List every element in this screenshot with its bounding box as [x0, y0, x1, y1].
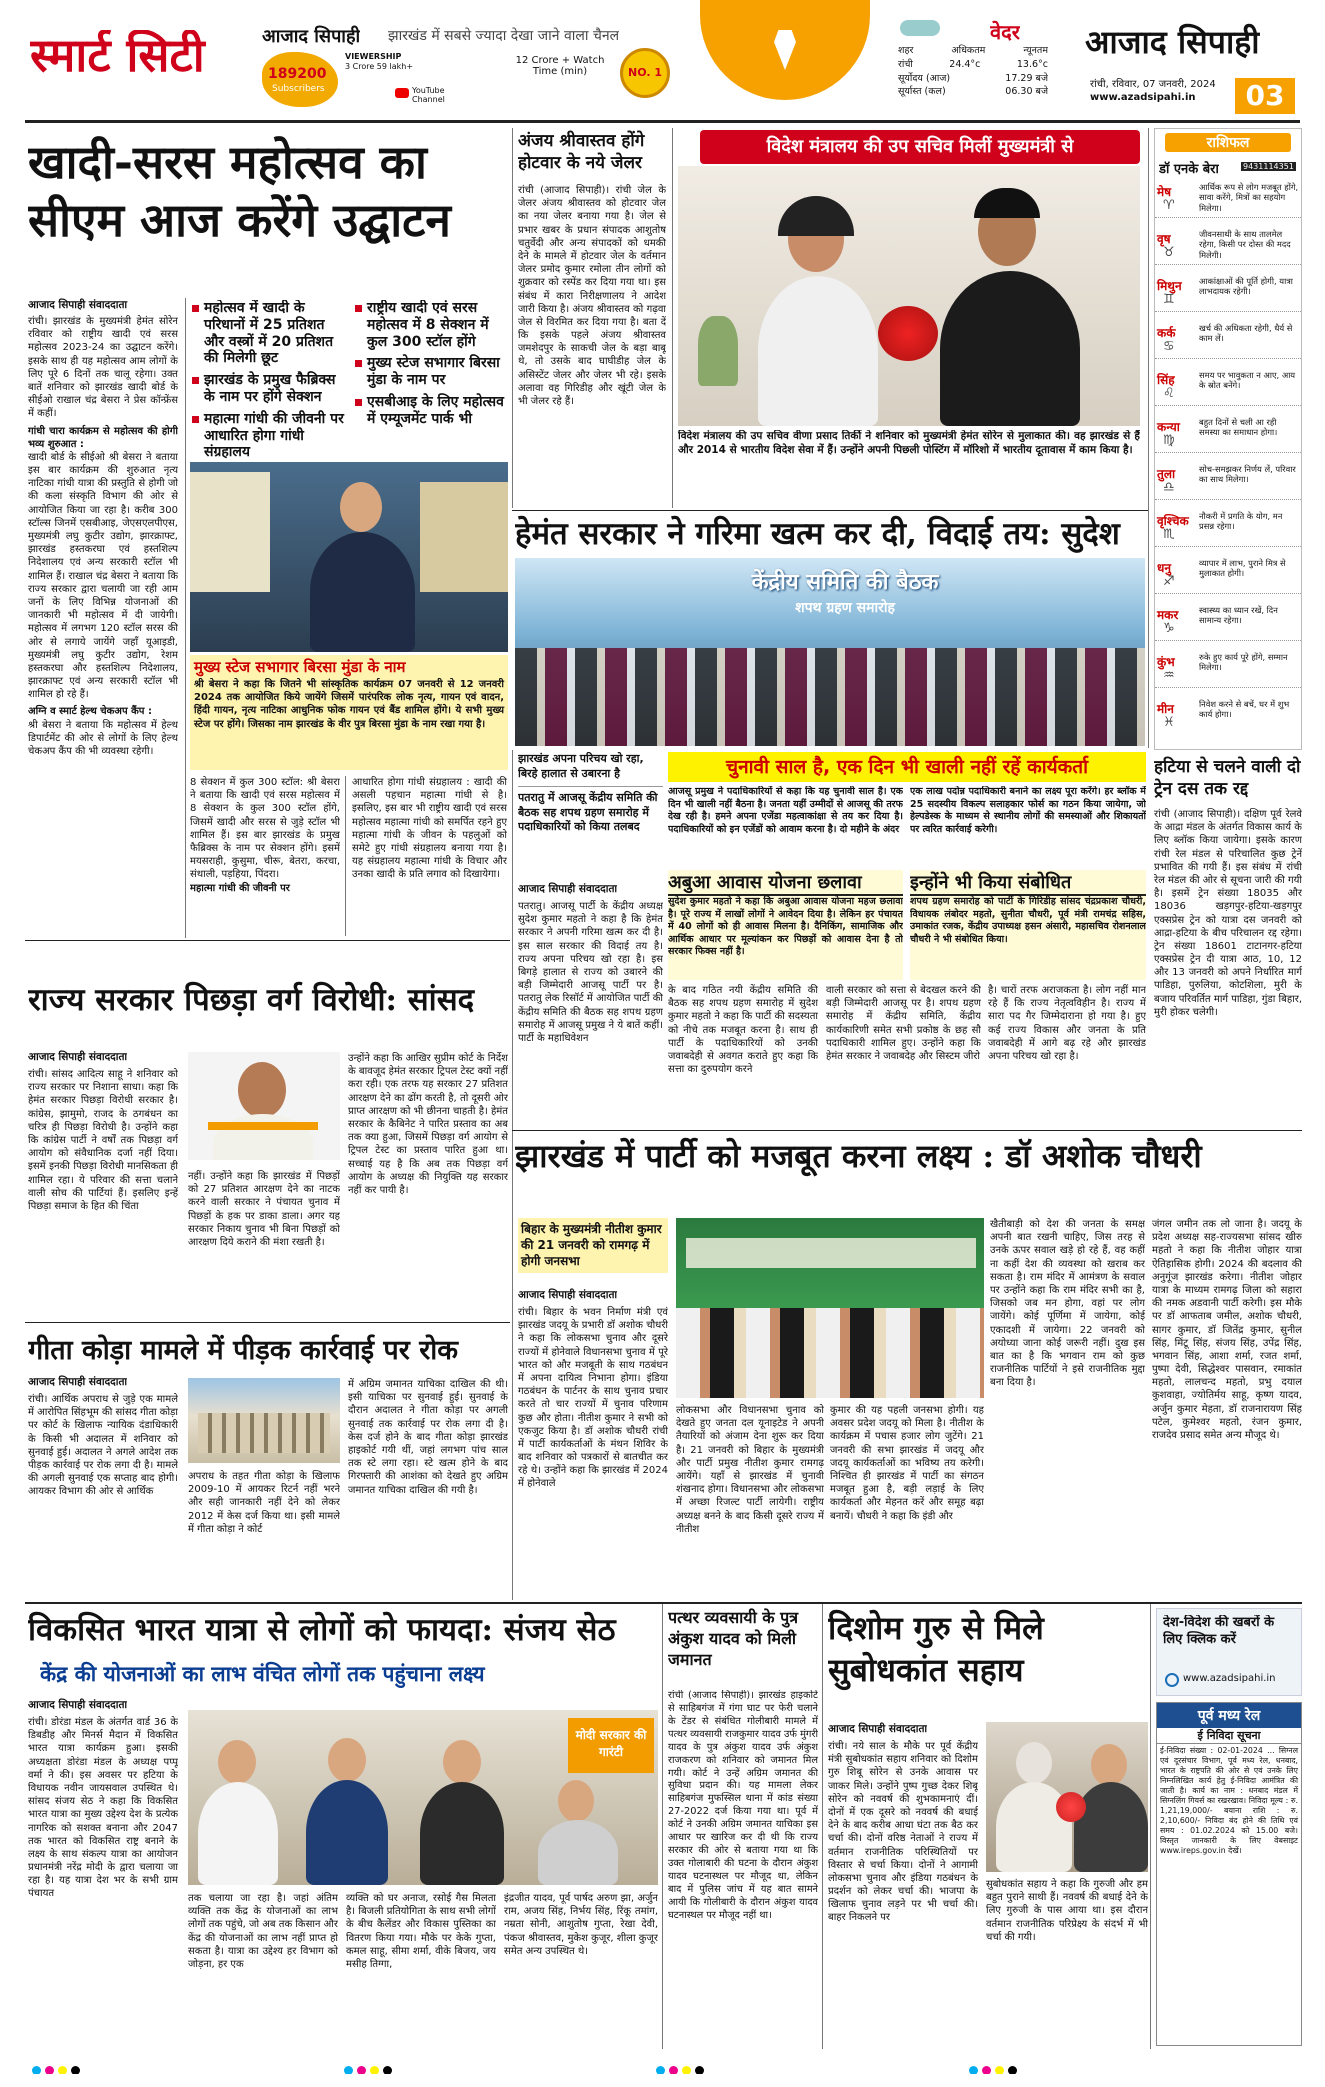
dishom-photo [986, 1722, 1148, 1872]
viksit-col3: व्यक्ति को घर अनाज, रसोई गैस मिलता है। बिजली प्रतियोगिता के साथ सभी लोगों के बीच कैलेंडर और विकास पुस्तिका का वितरण किया गया। मौके पर केके गुप्ता, कमल साहू, सीमा शर्मा, वीके बिजय, जय मसीह तिग्गा, [346, 1893, 496, 1970]
rashifal-box [1154, 128, 1302, 750]
channel-tagline: झारखंड में सबसे ज्यादा देखा जाने वाला चैनल [388, 28, 620, 44]
ad-url: www.azadsipahi.in [1183, 1673, 1276, 1684]
ashok-headline: झारखंड में पार्टी को मजबूत करना लक्ष्य : डॉ अशोक चौधरी [515, 1137, 1202, 1175]
chunav-body-left: आजसू प्रमुख ने पदाधिकारियों से कहा कि यह चुनावी साल है। एक दिन भी खाली नहीं बैठना है। जनता यहीं उम्मीदों से आजसू की तरफ देख रही है। हमने अपना एजेंडा महत्वाकांक्षा से तय कर दिया है। पदाधिकारियों को इन एजेंडों को आवाम करना है। दो महीने के अंदर [668, 786, 903, 835]
dishom-byline: आजाद सिपाही संवाददाता [828, 1723, 928, 1735]
sagittarius-icon: ♐ [1163, 574, 1175, 589]
ashok-col6: जंगल जमीन तक लो जाना है। जदयू के प्रदेश अध्यक्ष सह-राज्यसभा सांसद खीरु महतो ने कहा कि नीतीश जोहार यात्रा ऐतिहासिक होगी। 2024 की बदलाव की अनुगूंज झारखंड करेगा। नीतीश जोहार यात्रा के माध्यम रामगढ़ जिला को सहारा की नमक अडवानी पार्टी करेगी। इस मौके पर डॉ आफताब जमील, अशोक चौधरी, सागर कुमार, डॉ जितेंद्र कुमार, सुनील सिंह, मिंटू सिंह, संजय सिंह, उपेंद्र सिंह, भगवान सिंह, आशा शर्मा, रजत शर्मा, पुष्पा देवी, सिद्धेश्वर पासवान, रमाकांत महतो, लालचन्द महतो, प्रभु दयाल कुशवाहा, ज्योतिर्मय साहू, कृष्ण यादव, अर्जुन कुमार मेहता, डॉ राजनारायण सिंह पटेल, कुमेश्वर महतो, रंजन कुमार, राजदेव प्रसाद समेत अन्य मौजूद थे। [1152, 1219, 1302, 1441]
youtube-label: YouTube Channel [412, 86, 445, 104]
masthead [0, 0, 1325, 120]
viewership-count: 3 Crore 59 lakh+ [345, 62, 414, 71]
registration-marks [30, 2060, 1295, 2074]
subscriber-label: Subscribers [272, 84, 325, 94]
scorpio-icon: ♏ [1163, 527, 1175, 542]
modi-sarkar-sign: मोदी सरकार की गारंटी [568, 1718, 654, 1773]
geeta-col3: में अग्रिम जमानत याचिका दाखिल की थी। इसी याचिका पर सुनवाई हुई। सुनवाई के दौरान अदालत ने गीता कोड़ा पर अगली सुनवाई तक कार्रवाई पर रोक लगा दी है। केस दर्ज होने के बाद गीता कोड़ा झारखंड हाइकोर्ट गयी थीं, जहां लगभग पांच साल तक स्टे लगा रहा। स्टे खत्म होने के बाद गिरफ्तारी की आशंका को देखते हुए अग्रिम जमानत याचिका दाखिल की गयी है। [348, 1379, 508, 1496]
watch-time: 12 Crore + Watch Time (min) [515, 55, 605, 77]
saansad-byline: आजाद सिपाही संवाददाता [28, 1051, 128, 1063]
ashok-col3: कुमार की यह पहली जनसभा होगी। यह अवसर प्रदेश जदयू को मिला है। नीतीश के कार्यक्रम में पचास हजार लोग जुटेंगे। 21 जनवरी की सभा झारखंड में जदयू और जदयू कार्यकर्ताओं का भविष्य तय करेगी। निश्चित ही झारखंड में पार्टी का संगठन मजबूत हुआ है, बड़ी लड़ाई के लिए कार्यकर्ता और मेहनत करें और समूह बढ़ा बनायें। चौधरी ने कहा कि इंडी और [830, 1405, 984, 1522]
dishom-col1: रांची। नये साल के मौके पर पूर्व केंद्रीय मंत्री सुबोधकांत सहाय शनिवार को दिशोम गुरु शिबू सोरेन से उनके आवास पर जाकर मिले। उन्होंने पुष्प गुच्छ देकर शिबू सोरेन को नववर्ष की शुभकामनाएं दीं। दोनों में एक दूसरे को नववर्ष की बधाई देने के बाद करीब आधा घंटा तक बैठ कर चर्चा की। दोनों वरिष्ठ नेताओं ने राज्य में वर्तमान राजनीतिक परिस्थितियों पर विस्तार से चर्चा किया। दोनों ने आगामी लोकसभा चुनाव और इंडिया गठबंधन के प्रदर्शन को लेकर चर्चा की। भाजपा के खिलाफ चुनाव लड़ने पर भी चर्चा की। बाहर निकलने पर [828, 1741, 978, 1924]
ad-text: देश-विदेश की खबरों के लिए क्लिक करें [1163, 1615, 1275, 1647]
page-number: 03 [1235, 78, 1295, 114]
videsh-banner: विदेश मंत्रालय की उप सचिव मिलीं मुख्यमंत्री से [700, 130, 1140, 164]
zodiac-row: सिंह ♌ समय पर भावुकता न आए, आय के स्रोत बनेंगे। [1155, 369, 1301, 406]
capricorn-icon: ♑ [1163, 621, 1175, 636]
hemant-byline: आजाद सिपाही संवाददाता [518, 883, 618, 895]
jail-body: रांची (आजाद सिपाही)। रांची जेल के जेलर अंजय श्रीवास्तव को होटवार जेल का नया जेलर बनाया गया है। जेल से प्रभार खबर के प्रधान संपादक आशुतोष चतुर्वेदी और अन्य संपादकों को धमकी देने के मामले में होटवार जेल के वर्तमान जेलर प्रमोद कुमार रमोला तीन लोगों को शुक्रवार को रस्पेंड कर दिया गया था। इस संबंध में कारा निरीक्षणालय ने आदेश जारी किया है। अंजय श्रीवास्तव को गढ़वा जेल से विरमित कर दिया गया है। बता दें कि इसके पहले अंजय श्रीवास्तव जमशेदपुर के साकची जेल के बड़ा बाबू थे, तो उसके बाद घाघीडीह जेल के असिस्टेंट जेलर और जेलर भी रहे। इसके अलावा वह गिरिडीह और खूंटी जेल के भी जेलर रहे हैं। [518, 185, 666, 407]
khadi-caption: श्री बेसरा ने कहा कि जितने भी सांस्कृतिक कार्यक्रम 07 जनवरी से 12 जनवरी 2024 तक आयोजित किये जायेंगे जिसमें पारंपरिक लोक नृत्य, गायन एवं वादन, हिंदी गायन, नृत्य नाटिका आधुनिक फोक गायन एवं बैंड शामिल होंगे। ये सभी मुख्य स्टेज पर होंगे। जिसका नाम झारखंड के वीर पुत्र बिरसा मुंडा के नाम रखा गया है। [190, 678, 508, 770]
weather-table: शहर अधिकतम न्यूनतम रांची 24.4°c 13.6°c सूर्योदय (आज) 17.29 बजे सूर्यास्त (कल) 06.30 बजे [898, 45, 1048, 98]
khadi-bullets-right [355, 300, 507, 433]
geeta-headline: गीता कोड़ा मामले में पीड़क कार्रवाई पर रोक [28, 1335, 458, 1366]
hemant-photo [515, 558, 1145, 746]
weather-title: वेदर [990, 20, 1020, 44]
khadi-caption-head: मुख्य स्टेज सभागार बिरसा मुंडा के नाम [190, 655, 508, 679]
zodiac-row: मीन ♓ निवेश करने से बचें, घर में शुभ कार्य होगा। [1157, 699, 1290, 730]
viksit-byline: आजाद सिपाही संवाददाता [28, 1699, 128, 1711]
zodiac-row: धनु ♐ व्यापार में लाभ, पुराने मित्र से मुलाकात होगी। [1155, 557, 1301, 594]
bullet-item: झारखंड के प्रमुख फैब्रिक्स के नाम पर होंगे सेक्शन [192, 372, 347, 406]
pen-nib-logo [700, 0, 870, 100]
viksit-subhead: केंद्र की योजनाओं का लाभ वंचित लोगों तक पहुंचाना लक्ष्य [40, 1662, 485, 1686]
website-ad[interactable] [1156, 1608, 1302, 1696]
astrologer-phone: 9431114351 [1243, 162, 1294, 171]
masthead-rule [25, 120, 1300, 123]
ashok-col5: खैतीबाड़ी को देश की जनता के समक्ष अपनी बात रखनी चाहिए, जिस तरह से उनके ऊपर सवाल खड़े हो रहे हैं, वह कहीं ना कहीं देश की व्यवस्था को खराब कर सकता है। राम मंदिर में आमंत्रण के सवाल पर उन्होंने कहा कि राम मंदिर सभी का है, जिसको जब मन होगा, वहां पर लोग जायेंगे। कोई पूर्णिमा में जायेगा, कोई एकादशी में जायेगा। 22 जनवरी को अयोध्या जाना कोई जरूरी नहीं। दुख इस बात का है कि भगवान राम को कुछ राजनीतिक पार्टियों ने इसे राजनीतिक मुद्दा बना दिया है। [990, 1219, 1145, 1389]
taurus-icon: ♉ [1163, 245, 1175, 260]
bullet-item: महोत्सव में खादी के परिधानों में 25 प्रतिशत और वस्त्रों में 20 प्रतिशत की मिलेगी छूट [192, 300, 347, 367]
zodiac-row: वृष ♉ जीवनसाथी के साथ तालमेल रहेगा, किसी पर दोस्त की मदद मिलेगी। [1155, 228, 1301, 265]
ashok-col1: रांची। बिहार के भवन निर्माण मंत्री एवं झारखंड जदयू के प्रभारी डॉ अशोक चौधरी ने कहा कि लोकसभा चुनाव और दूसरे राज्यों में होनेवाले विधानसभा चुनाव में पूरे भारत को और मजबूती के साथ गठबंधन में अपना दायित्व निभाना होगा। इंडिया गठबंधन के पार्टनर के साथ चुनाव प्रचार करते तो चार राज्यों में चुनाव परिणाम कुछ और होता। नीतीश कुमार ने सभी को एकजुट किया है। डॉ अशोक चौधरी रांची में पार्टी कार्यकर्ताओं के मंथन शिविर के बाद शनिवार को पत्रकारों से बातचीत कर रहे थे। उन्होंने कहा कि झारखंड में 2024 में होनेवाले [518, 1307, 668, 1490]
hemant-sidebox: झारखंड अपना परिचय खो रहा, बिरहे हालात से उबारना है पतरातु में आजसू केंद्रीय समिति की बैठक सह शपथ ग्रहण समारोह में पदाधिकारियों को किया तलबद [518, 752, 663, 870]
newspaper-brand: आजाद सिपाही [1085, 23, 1260, 61]
saansad-col1: रांची। सांसद आदित्य साहू ने शनिवार को राज्य सरकार पर निशाना साधा। कहा कि हेमंत सरकार पिछड़ा विरोधी सरकार है। कांग्रेस, झामुमो, राजद के ठगबंधन का चरित्र ही पिछड़ा विरोधी है। उन्होंने कहा कि कांग्रेस पार्टी ने वर्षों तक पिछड़ा वर्ग आयोग को संवैधानिक दर्जा नहीं दिया। इसमें इनकी पिछड़ा विरोधी मानसिकता ही शामिल रहा। ये परिवार की सत्ता चलाने वाली सोच की पार्टियां हैं। इसलिए इन्हें पिछड़ा समाज के हित की चिंता [28, 1069, 178, 1212]
geeta-col1: रांची। आर्थिक अपराध से जुड़े एक मामले में आरोपित सिंहभूम की सांसद गीता कोड़ा पर कोर्ट के खिलाफ न्यायिक दंडाधिकारी के किसी भी अदालत में शनिवार को सुनवाई हुई। अदालत ने अगले आदेश तक पीड़क कार्रवाई पर रोक लगा दी है। मामले की अगली सुनवाई एक सप्ताह बाद होगी। आयकर विभाग की ओर से आर्थिक [28, 1394, 178, 1498]
zodiac-row: मकर ♑ स्वास्थ्य का ध्यान रखें, दिन सामान्य रहेगा। [1155, 604, 1301, 641]
rail-title: पूर्व मध्य रेल [1157, 1703, 1301, 1728]
geeta-col2: अपराध के तहत गीता कोड़ा के खिलाफ 2009-10 में आयकर रिटर्न नहीं भरने और सही जानकारी नहीं देने को लेकर 2012 में केस दर्ज किया था। इसी मामले में गीता कोड़ा ने कोर्ट [188, 1471, 340, 1535]
zodiac-row: वृश्चिक ♏ नौकरी में प्रगति के योग, मन प्रसन्न रहेगा। [1155, 510, 1301, 547]
brand-small: आजाद सिपाही [262, 26, 361, 47]
viksit-photo [188, 1710, 658, 1885]
abua-box: अबुआ आवास योजना छलावा सुदेश कुमार महतो ने कहा कि अबुआ आवास योजना महज छलावा है। पूरे राज्य में लाखों लोगों ने आवेदन दिया है। लेकिन हर पंचायत में 40 लोगों को ही आवास मिलना है। दैनिकिंग, सामाजिक और आर्थिक आधार पर मूल्यांकन कर पिछड़ों को आवास देना है तो सरकार फिक्स नहीं है। [668, 870, 903, 980]
youtube-icon [395, 88, 409, 98]
khadi-bullets-left [192, 300, 347, 466]
rail-body: ई-निविदा संख्या : 02-01-2024 ... सिग्नल एवं दूरसंचार विभाग, पूर्व मध्य रेल, धनबाद, भारत के राष्ट्रपति की ओर से एवं उनके लिए निम्नलिखित कार्य हेतु ई-निविदा आमंत्रित की जाती है। कार्य का नाम : धनबाद मंडल में सिग्नलिंग गियर्स का रखरखाव। निविदा मूल्य : रु. 1,21,19,000/- बयाना राशि : रु. 2,10,600/- निविदा बंद होने की तिथि एवं समय : 01.02.2024 को 15.00 बजे। विस्तृत जानकारी के लिए वेबसाइट www.ireps.gov.in देखें। [1160, 1746, 1298, 1855]
khadi-col1: आजाद सिपाही संवाददाता रांची। झारखंड के मुख्यमंत्री हेमंत सोरेन रविवार को राष्ट्रीय खादी एवं सरस महोत्सव 2023-24 का उद्घाटन करेंगे। इसके साथ ही यह महोत्सव आम लोगों के लिए पूरे 6 दिनों तक चालू रहेगा। उक्त बातें शनिवार को झारखंड खादी बोर्ड के सीईओ राखाल चंद्र बेसरा ने प्रेस कॉन्फ्रेंस में कहीं। गांधी चारा कार्यक्रम से महोत्सव की होगी भव्य शुरुआत : खादी बोर्ड के सीईओ श्री बेसरा ने बताया इस बार कार्यक्रम की शुरुआत नृत्य नाटिका गांधी यात्रा की प्रस्तुति से होगी जो की कला संस्कृति विभाग की ओर से आयोजित किया जा रहा है। करीब 300 स्टॉल्स जिनमें एसबीआइ, जेएसएलपीएस, मुख्यमंत्री लघु कुटीर उद्योग, झारक्राफ्ट, झारखंड हस्तकरघा एवं हस्तशिल्प निदेशालय एवं अन्य सरकारी स्टॉल भी शामिल हैं। राखाल चंद्र बेसरा ने बताया कि राज्य सरकार द्वारा चलायी जा रही आम जनों के लिए विभिन्न योजनाओं की जानकारी भी महोत्सव में दी जायेगी। महोत्सव में लगभग 120 स्टॉल सरस की ओर से लगाये जायेंगे जहाँ यूआइडी, मुख्यमंत्री लघु कुटीर उद्योग, रेशम हस्तकरघा और हस्तशिल्प निदेशालय, झारक्राफ्ट एवं अन्य सरकारी स्टॉल भी शामिल हो रहे हैं। अग्नि व स्मार्ट हेल्थ चेकअप कैंप : श्री बेसरा ने बताया कि महोत्सव में हेल्थ डिपार्टमेंट की ओर से लोगों के लिए हेल्थ चेकअप कैंप की भी व्यवस्था रहेगी। [28, 299, 178, 757]
aquarius-icon: ♒ [1163, 668, 1175, 683]
pisces-icon: ♓ [1163, 715, 1175, 730]
globe-icon [1165, 1673, 1179, 1687]
bullet-item: मुख्य स्टेज सभागार बिरसा मुंडा के नाम पर [355, 355, 507, 389]
photo-banner: केंद्रीय समिति की बैठक [751, 570, 939, 595]
khadi-headline: खादी-सरस महोत्सव का सीएम आज करेंगे उद्घाटन [28, 135, 451, 247]
khadi-col3: आधारित होगा गांधी संग्रहालय : खादी की असली पहचान महात्मा गांधी से है। इसलिए, इस बार भी राष्ट्रीय खादी एवं सरस महोत्सव महात्मा गांधी को समर्पित रहने हुए महात्मा गांधी के जीवन के पहलुओं को समेटे हुए गांधी संग्रहालय बनाया गया है। यह संग्रहालय महात्मा गांधी के विचार और उनका खादी के प्रति लगाव को दिखायेगा। [352, 777, 507, 881]
section-title: स्मार्ट सिटी [30, 30, 205, 81]
saansad-col2: नहीं। उन्होंने कहा कि झारखंड में पिछड़ों को 27 प्रतिशत आरक्षण देने का नाटक करने वाली सरकार ने पंचायत चुनाव में पिछड़ों के हक पर डाका डाला। अगर यह सरकार निकाय चुनाव भी बिना पिछड़ों को आरक्षण दिये कराने की मंशा रखती है। [188, 1171, 340, 1248]
jail-headline: अंजय श्रीवास्तव होंगे होटवार के नये जेलर [518, 131, 645, 174]
subscriber-count: 189200 [268, 66, 327, 82]
photo-banner-sub: शपथ ग्रहण समारोह [795, 600, 895, 616]
pathar-headline: पत्थर व्यवसायी के पुत्र अंकुश यादव को मिली जमानत [668, 1608, 799, 1669]
cancer-icon: ♋ [1163, 339, 1175, 354]
hemant-col3: वाली सरकार को सत्ता से बेदखल करने की बड़ी जिम्मेदारी आजसू पर है। शपथ ग्रहण समारोह में केंद्रीय समिति, केंद्रीय कार्यकारिणी समेत सभी प्रकोष्ठ के छह सौ पदाधिकारी शामिल हुए। उन्होंने कहा कि हेमंत सरकार ने जवाबदेह और सिस्टम जीरो [826, 985, 981, 1062]
chunav-body-right: एक लाख पदोन्न पदाधिकारी बनाने का लक्ष्य पूरा करेंगे। हर ब्लॉक में 25 सदस्यीय विकल्प सलाहकार फोर्स का गठन किया जायेगा, जो हेल्पडेस्क के माध्यम से स्थानीय लोगों की समस्याओं और शिकायतों पर त्वरित कार्रवाई करेगी। [910, 786, 1146, 835]
jharkhand-map-icon [262, 52, 338, 107]
court-photo [188, 1378, 340, 1463]
hatia-body: रांची (आजाद सिपाही)। दक्षिण पूर्व रेलवे के आद्रा मंडल के अंतर्गत विकास कार्य के लिए ब्लॉक किया जायेगा। इसके कारण रांची रेल मंडल से परिचालित कुछ ट्रेनें प्रभावित की गयी हैं। इस संबंध में रांची रेल मंडल की ओर से सूचना जारी की गयी है। इसमें ट्रेन संख्या 18035 और 18036 खड़गपुर-हटिया-खड़गपुर एक्सप्रेस ट्रेन को यात्रा दस जनवरी को आद्रा-हटिया के बीच परिचालन रद्द रहेगा। ट्रेन संख्या 18601 टाटानगर-हटिया एक्सप्रेस ट्रेन दी यात्रा आठ, 10, 12 और 13 जनवरी को अपने निर्धारित मार्ग पाडिहा, पुरुलिया, कोटशिला, मुरी के बजाय परिवर्तित मार्ग पाडिहा, गुंडा बिहार, मुरी होकर चलेगी। [1154, 809, 1302, 1018]
website: www.azadsipahi.in [1090, 92, 1196, 103]
saansad-headline: राज्य सरकार पिछड़ा वर्ग विरोधी: सांसद [28, 982, 475, 1018]
viksit-col2: तक चलाया जा रहा है। जहां अंतिम व्यक्ति तक केंद्र के योजनाओं का लाभ लोगों तक पहुंचे, जो अब तक किसान और केंद्र की योजनाओं का लाभ नहीं प्राप्त हो सकता है। यात्रा का उद्देश्य हर विभाग को जोड़ना, हर एक [188, 1893, 338, 1970]
khadi-col2: 8 सेक्शन में कुल 300 स्टॉल: श्री बेसरा ने बताया कि खादी एवं सरस महोत्सव में 8 सेक्शन के कुल 300 स्टॉल होंगे, जिसमें खादी और सरस से जुड़े स्टॉल भी शामिल हैं। इस बार झारखंड के प्रमुख फैब्रिक्स के नाम पर सेक्शन होंगे। इसमें मयसराही, कुसुमा, चीरू, बेतरा, करचा, संथाली, पड़हिया, पिंदरा। महात्मा गांधी की जीवनी पर [190, 777, 340, 894]
zodiac-row: तुला ♎ सोच-समझकर निर्णय लें, परिवार का साथ मिलेगा। [1155, 463, 1301, 500]
saansad-col3: उन्होंने कहा कि आखिर सुप्रीम कोर्ट के निर्देश के बावजूद हेमंत सरकार ट्रिपल टेस्ट क्यों नहीं करा रही। एक तरफ यह सरकार 27 प्रतिशत आरक्षण देने का ढोंग करती है, तो दूसरी ओर प्राप्त आरक्षण को भी छीनना चाहती है। हेमंत सरकार के कैबिनेट ने पारित प्रस्ताव का अब तक क्या हुआ, जिसमें पिछड़ा वर्ग आयोग से ट्रिपल टेस्ट का प्रस्ताव पारित हुआ था। सच्चाई यह है कि अब तक पिछड़ा वर्ग आयोग के अध्यक्ष की नियुक्ति यह सरकार नहीं कर पायी है। [348, 1053, 508, 1196]
leo-icon: ♌ [1163, 386, 1175, 401]
rank-badge: NO. 1 [620, 48, 670, 98]
bullet-item: एसबीआइ के लिए महोत्सव में एम्यूजमेंट पार्क भी [355, 394, 507, 428]
zodiac-row: कर्क ♋ खर्च की अधिकता रहेगी, धैर्य से काम लें। [1155, 322, 1301, 359]
viksit-headline: विकसित भारत यात्रा से लोगों को फायदा: संजय सेठ [28, 1612, 616, 1648]
videsh-caption: विदेश मंत्रालय की उप सचिव वीणा प्रसाद तिर्की ने शनिवार को मुख्यमंत्री हेमंत सोरेन से मुलाकात की। वह झारखंड से हैं और 2014 से भारतीय विदेश सेवा में हैं। उन्होंने अपनी पिछली पोस्टिंग में मॉरिशो में भारतीय दूतावास में काम किया है। [678, 430, 1140, 456]
bullet-item: राष्ट्रीय खादी एवं सरस महोत्सव में 8 सेक्शन में कुल 300 स्टॉल होंगे [355, 300, 507, 350]
aries-icon: ♈ [1163, 198, 1175, 213]
zodiac-row: मिथुन ♊ आकांक्षाओं की पूर्ति होगी, यात्रा लाभदायक रहेगी। [1155, 275, 1301, 312]
zodiac-list [1155, 181, 1301, 746]
ashok-col2: लोकसभा और विधानसभा चुनाव को देखते हुए जनता दल यूनाइटेड ने अपनी तैयारियों को अंजाम देना शुरू कर दिया है। 21 जनवरी को बिहार के मुख्यमंत्री और पार्टी प्रमुख नीतीश कुमार रामगढ़ आयेंगे। यहाँ से झारखंड में चुनावी शंखनाद होगा। विधानसभा और लोकसभा में अच्छा रिजल्ट पार्टी लायेगी। राष्ट्रीय अध्यक्ष बनने के बाद किसी दूसरे राज्य में नीतीश [676, 1405, 824, 1535]
rail-subtitle: ई निविदा सूचना [1157, 1728, 1301, 1744]
ashok-byline: आजाद सिपाही संवाददाता [518, 1289, 618, 1301]
hemant-col4: है। चारों तरफ अराजकता है। लोग नहीं मान रहे हैं कि राज्य नेतृत्वविहीन है। राज्य में सारा पद गैर जिम्मेदाराना हो गया है। हुए कई राज्य विकास और जनता के प्रति जवाबदेही में आगे बढ़ रहे और झारखंड अपना परिचय खो रहा है। [988, 985, 1146, 1062]
zodiac-row: कन्या ♍ बहुत दिनों से चली आ रही समस्या का समाधान होगा। [1155, 416, 1301, 453]
ashok-sidebox: बिहार के मुख्यमंत्री नीतीश कुमार की 21 जनवरी को रामगढ़ में होगी जनसभा [518, 1218, 668, 1273]
videsh-photo [678, 166, 1140, 426]
weather-icon [900, 20, 940, 36]
geeta-byline: आजाद सिपाही संवाददाता [28, 1376, 128, 1388]
rail-notice [1156, 1702, 1302, 2046]
hemant-col1: पतरातु। आजसू पार्टी के केंद्रीय अध्यक्ष सुदेश कुमार महतो ने कहा है कि हेमंत सरकार ने अपनी गरिमा खत्म कर दी है। इस साल सरकार की विदाई तय है। राज्य अपना परिचय खो रहा है। इस बिगड़े हालात से राज्य को उबारने की बड़ी जिम्मेदारी आजसू पार्टी पर है। पतरातु लेक रिसॉर्ट में आयोजित पार्टी की केंद्रीय समिति की बैठक सह शपथ ग्रहण समारोह में आजसू प्रमुख ने ये बातें कहीं। पार्टी के महाधिवेशन [518, 901, 663, 1044]
bullet-item: महात्मा गांधी की जीवनी पर आधारित होगा गांधी संग्रहालय [192, 411, 347, 461]
astrologer-name: डॉ एनके बेरा [1159, 162, 1219, 177]
viksit-col4: इंद्रजीत यादव, पूर्व पार्षद अरुण झा, अर्जुन राम, अजय सिंह, निर्भय सिंह, रिंकू तमांग, नम्रता सोनी, आशुतोष गुप्ता, रेखा देवी, पंकज श्रीवास्तव, मुकेश कुजूर, शीला कुजूर समेत अन्य उपस्थित थे। [504, 1893, 658, 1957]
pathar-body: रांची (आजाद सिपाही)। झारखंड हाइकोर्ट से साहिबगंज में गंगा घाट पर फेरी चलाने के टेंडर से संबंधित गोलीबारी मामले में पत्थर व्यवसायी राजकुमार यादव उर्फ मुंगरी यादव के पुत्र अंकुश यादव उर्फ अंकुश राजकरण को शनिवार को जमानत मिल गयी। कोर्ट ने उन्हें अग्रिम जमानत की सुविधा प्रदान की। यह मामला लेकर साहिबगंज मुफस्सिल थाना में कांड संख्या 27-2022 दर्ज किया गया था। पूर्व में कोर्ट ने उनकी अग्रिम जमानत याचिका इस आधार पर खारिज कर दी थी कि राज्य सरकार की ओर से बताया गया था कि उक्त गोलाबारी की घटना के दौरान अंकुश यादव घटनास्थल पर मौजूद था, लेकिन बाद में पुलिस जांच में यह बात सामने आयी कि गोलीबारी के दौरान अंकुश यादव घटनास्थल पर मौजूद नहीं था। [668, 1690, 818, 1921]
hemant-headline: हेमंत सरकार ने गरिमा खत्म कर दी, विदाई तय: सुदेश [515, 516, 1120, 552]
chunav-banner: चुनावी साल है, एक दिन भी खाली नहीं रहें कार्यकर्ता [668, 752, 1146, 782]
dishom-col2: सुबोधकांत सहाय ने कहा कि गुरुजी और हम बहुत पुराने साथी हैं। नववर्ष की बधाई देने के लिए गुरुजी के पास आया था। इस दौरान वर्तमान राजनीतिक परिप्रेक्ष्य के संदर्भ में भी चर्चा की गयी। [986, 1879, 1148, 1943]
viewership-label: VIEWERSHIP [345, 52, 402, 61]
rashifal-title: राशिफल [1165, 133, 1291, 152]
khadi-photo [190, 462, 508, 652]
viksit-col1: रांची। डोरंडा मंडल के अंतर्गत वार्ड 36 के डिबडीह और मिनर्स मैदान में विकसित भारत यात्रा कार्यक्रम हुआ। इसकी अध्यक्षता डोरंडा मंडल के अध्यक्ष पप्पू वर्मा ने की। इस अवसर पर हटिया के विधायक नवीन जायसवाल उपस्थित थे। सांसद संजय सेठ ने कहा कि विकसित भारत यात्रा का मुख्य उद्देश्य देश के प्रत्येक नागरिक को सशक्त बनाना और 2047 तक भारत को विकसित राष्ट्र बनाने के लक्ष्य के साथ संकल्प यात्रा का आयोजन प्रधानमंत्री नरेंद्र मोदी के द्वारा चलाया जा रहा है। यह यात्रा देश भर के सभी ग्राम पंचायत [28, 1717, 178, 1900]
dishom-headline: दिशोम गुरु से मिले सुबोधकांत सहाय [828, 1609, 1044, 1689]
saansad-photo [188, 1052, 340, 1160]
virgo-icon: ♍ [1163, 433, 1175, 448]
libra-icon: ♎ [1163, 480, 1175, 495]
gemini-icon: ♊ [1163, 292, 1175, 307]
hemant-col2: के बाद गठित नयी केंद्रीय समिति की बैठक सह शपथ ग्रहण समारोह में सुदेश कुमार महतो ने कहा कि पार्टी की सदस्यता को नीचे तक मजबूत करना है। साथ ही पार्टी के पदाधिकारियों को उनकी जवाबदेही से अवगत कराते हुए कहा कि सत्ता का दुरुपयोग करने [668, 985, 818, 1076]
zodiac-row: मेष ♈ आर्थिक रूप से लोग मजबूत होंगे, सावा करेंगे, मित्रों का सहयोग मिलेगा। [1155, 181, 1301, 218]
inhe-box: इन्होंने भी किया संबोधित शपथ ग्रहण समारोह को पार्टी के गिरिडीह सांसद चंद्रप्रकाश चौधरी, विधायक लंबोदर महतो, सुनीता चौधरी, पूर्व मंत्री रामचंद्र सहिस, उमाकांत रजक, केंद्रीय उपाध्यक्ष हसन अंसारी, महासचिव रोशनलाल चौधरी ने भी संबोधित किया। [910, 870, 1146, 980]
ashok-photo [676, 1218, 984, 1398]
hatia-headline: हटिया से चलने वाली दो ट्रेन दस तक रद्द [1154, 757, 1301, 800]
zodiac-row: कुंभ ♒ रुके हुए कार्य पूरे होंगे, सम्मान मिलेगा। [1155, 651, 1301, 688]
dateline: रांची, रविवार, 07 जनवरी, 2024 [1090, 79, 1216, 90]
